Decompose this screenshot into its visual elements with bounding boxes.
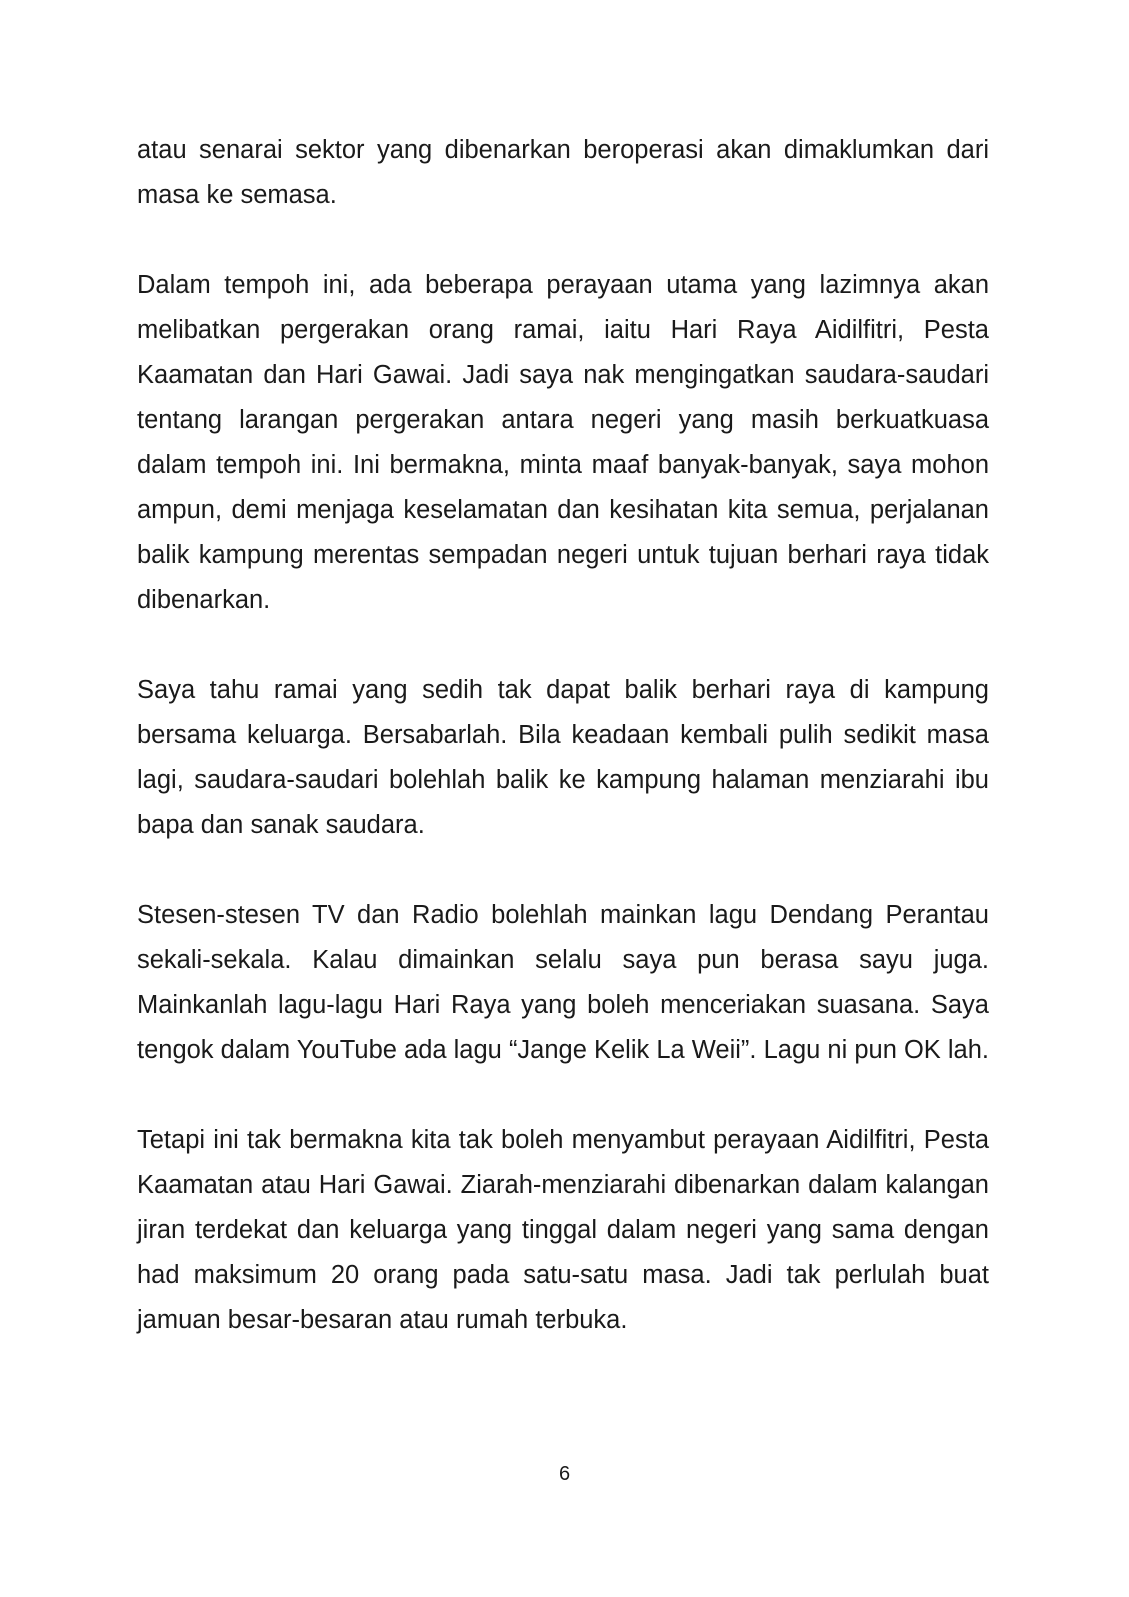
paragraph-5: Tetapi ini tak bermakna kita tak boleh menyambut perayaan Aidilfitri, Pesta Kaamatan atau Hari Gawai. Ziarah-menziarahi dibenarkan dalam kalangan jiran terdekat dan keluarga yang tinggal dalam negeri yang sama dengan had maksimum 20 orang pada satu-satu masa. Jadi tak perlulah buat jamuan besar-besaran atau rumah terbuka. — [137, 1126, 989, 1334]
paragraph-4: Stesen-stesen TV dan Radio bolehlah mainkan lagu Dendang Perantau sekali-sekala. Kalau dimainkan selalu saya pun berasa sayu juga. Mainkanlah lagu-lagu Hari Raya yang boleh menceriakan suasana. Saya tengok dalam YouTube ada lagu “Jange Kelik La Weii”. Lagu ni pun OK lah. — [137, 901, 989, 1064]
paragraph-1: atau senarai sektor yang dibenarkan beroperasi akan dimaklumkan dari masa ke semasa. — [137, 136, 989, 209]
page-number: 6 — [558, 1463, 571, 1485]
paragraph-2: Dalam tempoh ini, ada beberapa perayaan utama yang lazimnya akan melibatkan pergerakan orang ramai, iaitu Hari Raya Aidilfitri, Pesta Kaamatan dan Hari Gawai. Jadi saya nak mengingatkan saudara-saudari tentang larangan pergerakan antara negeri yang masih berkuatkuasa dalam tempoh ini. Ini bermakna, minta maaf banyak-banyak, saya mohon ampun, demi menjaga keselamatan dan kesihatan kita semua, perjalanan balik kampung merentas sempadan negeri untuk tujuan berhari raya tidak dibenarkan. — [137, 271, 989, 614]
document-body — [137, 128, 989, 1388]
paragraph-3: Saya tahu ramai yang sedih tak dapat balik berhari raya di kampung bersama keluarga. Bersabarlah. Bila keadaan kembali pulih sedikit masa lagi, saudara-saudari bolehlah balik ke kampung halaman menziarahi ibu bapa dan sanak saudara. — [137, 676, 989, 839]
